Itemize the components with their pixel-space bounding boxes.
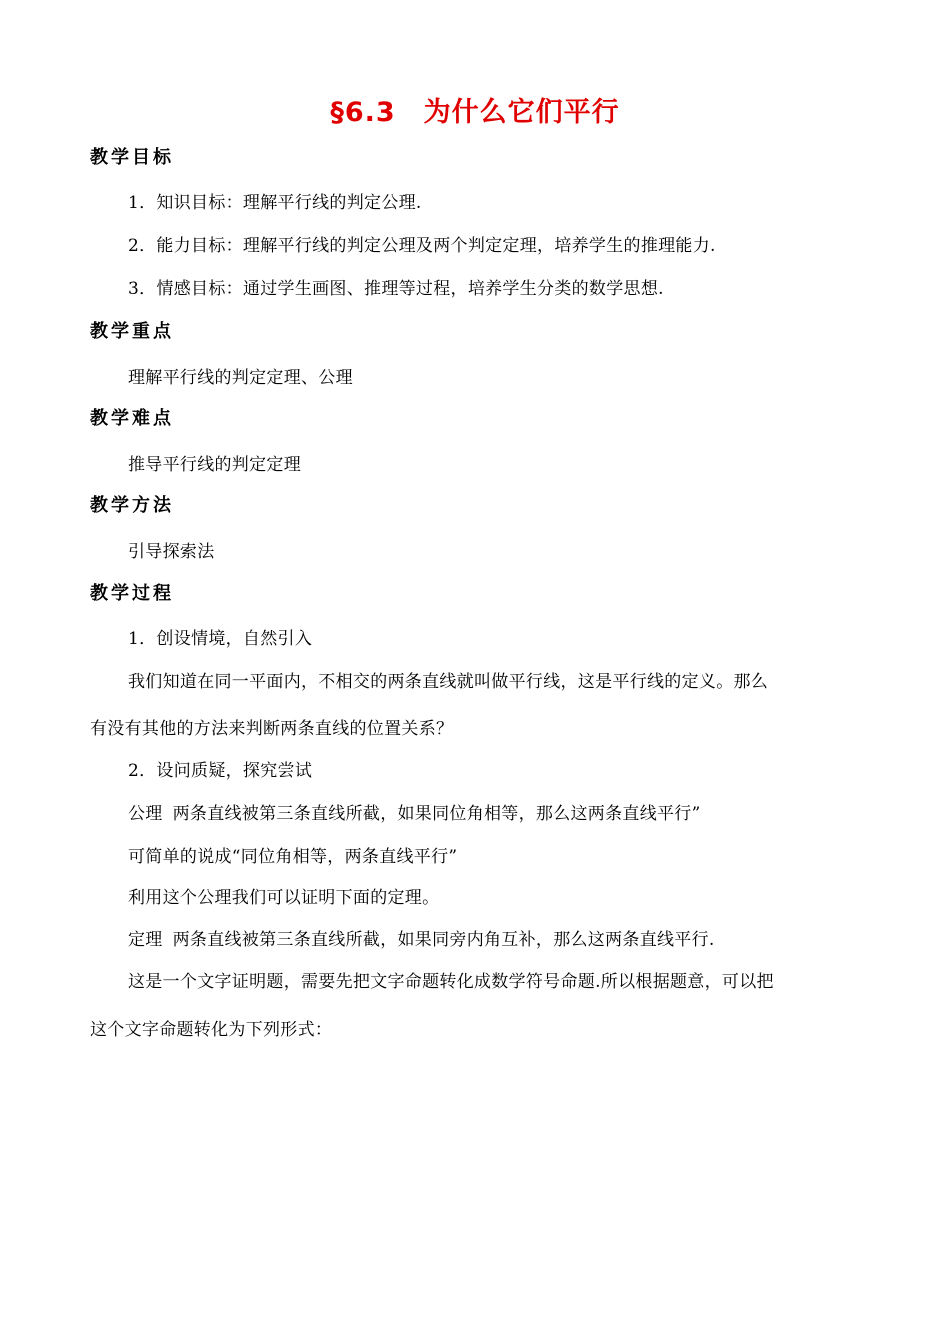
heading-objectives: 教学目标: [90, 147, 174, 168]
step2-title: 2．设问质疑，探究尝试: [128, 761, 313, 781]
proof-paragraph-line2: 这个文字命题转化为下列形式：: [90, 1020, 333, 1040]
heading-process: 教学过程: [90, 583, 174, 604]
step1-paragraph-line2: 有没有其他的方法来判断两条直线的位置关系？: [90, 719, 454, 739]
theorem-line: [128, 925, 715, 950]
key-points-text: 理解平行线的判定定理、公理: [128, 368, 353, 388]
heading-difficulties: 教学难点: [90, 408, 174, 429]
objective-item-3: 3．情感目标：通过学生画图、推理等过程，培养学生分类的数学思想.: [128, 279, 664, 299]
page-title: §6.3 为什么它们平行: [330, 97, 620, 128]
difficulties-text: 推导平行线的判定定理: [128, 455, 301, 475]
axiom-use-text: 利用这个公理我们可以证明下面的定理。: [128, 888, 440, 908]
proof-paragraph-line1: 这是一个文字证明题，需要先把文字命题转化成数学符号命题.所以根据题意，可以把: [128, 972, 774, 992]
objective-item-2: 2．能力目标：理解平行线的判定公理及两个判定定理，培养学生的推理能力.: [128, 236, 716, 256]
axiom-short-form: 可简单的说成“同位角相等，两条直线平行”: [128, 847, 458, 867]
heading-key-points: 教学重点: [90, 321, 174, 342]
step1-paragraph-line1: 我们知道在同一平面内，不相交的两条直线就叫做平行线，这是平行线的定义。那么: [128, 672, 769, 692]
method-text: 引导探索法: [128, 542, 215, 562]
objective-item-1: 1．知识目标：理解平行线的判定公理.: [128, 193, 422, 213]
axiom-line: [128, 799, 701, 824]
theorem-text: 两条直线被第三条直线所截，如果同旁内角互补，那么这两条直线平行.: [172, 930, 715, 950]
axiom-text: 两条直线被第三条直线所截，如果同位角相等，那么这两条直线平行”: [172, 804, 701, 824]
axiom-label: 公理: [128, 804, 163, 824]
heading-method: 教学方法: [90, 495, 174, 516]
theorem-label: 定理: [128, 930, 163, 950]
step1-title: 1．创设情境，自然引入: [128, 629, 313, 649]
